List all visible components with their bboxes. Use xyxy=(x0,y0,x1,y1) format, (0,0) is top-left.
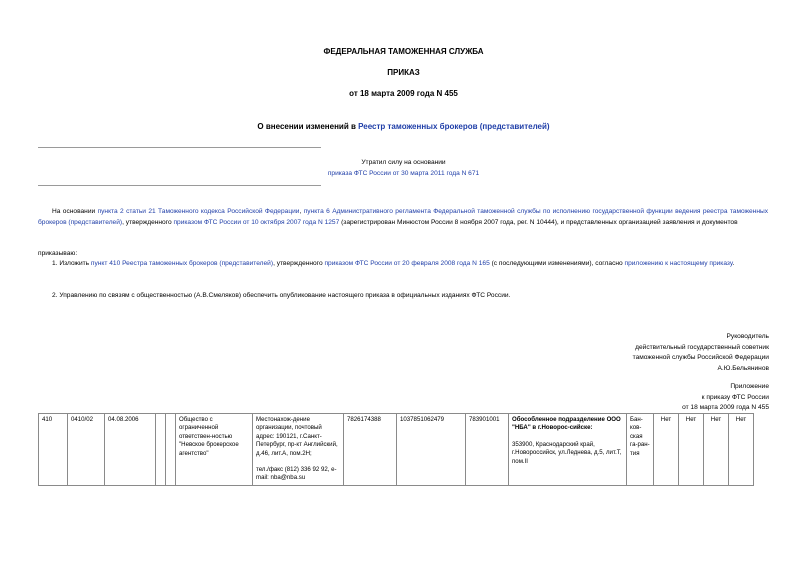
document-type: ПРИКАЗ xyxy=(387,68,420,77)
item1-text-4: . xyxy=(732,260,735,267)
branch-address: 353900, Краснодарский край, г.Новороссийск, ул.Леднева, д.5, лит.Т, пом.II xyxy=(512,440,622,465)
order-word: приказываю: xyxy=(38,250,78,257)
cell-inn: 7826174388 xyxy=(344,414,397,486)
customs-code-link[interactable]: пункта 2 статьи 21 Таможенного кодекса Российской Федерации xyxy=(97,208,300,215)
cell-no-3: Нет xyxy=(704,414,729,486)
signature-service: таможенной службы Российской Федерации xyxy=(632,354,769,361)
cell-empty-2 xyxy=(166,414,176,486)
preamble-text-3: , утвержденного xyxy=(122,218,174,226)
cell-no-4: Нет xyxy=(729,414,754,486)
branch-title: Обособленное подразделение ООО "НБА" в г.Новорос-сийске: xyxy=(512,416,621,432)
divider-top xyxy=(38,147,321,148)
item1-text-2: , утвержденного xyxy=(273,260,325,267)
agency-title: ФЕДЕРАЛЬНАЯ ТАМОЖЕННАЯ СЛУЖБА xyxy=(323,47,484,56)
signature-rank: действительный государственный советник xyxy=(635,343,769,351)
appendix-link[interactable]: приложению к настоящему приказу xyxy=(624,260,733,267)
preamble-paragraph xyxy=(38,207,768,228)
divider-bottom xyxy=(38,185,321,186)
cell-num: 410 xyxy=(39,414,68,486)
signature-block xyxy=(633,332,769,374)
title-prefix: О внесении изменений в xyxy=(257,122,359,131)
order-165-link[interactable]: приказом ФТС России от 20 февраля 2008 года N 165 xyxy=(324,260,490,267)
document-date: от 18 марта 2009 года N 455 xyxy=(349,89,458,98)
signature-name: А.Ю.Бельянинов xyxy=(717,364,769,372)
cell-no-2: Нет xyxy=(679,414,704,486)
appendix-date: от 18 марта 2009 года N 455 xyxy=(682,404,769,411)
title-registry-link[interactable]: Реестр таможенных брокеров (представителей) xyxy=(358,122,550,131)
cell-kpp: 783901001 xyxy=(466,414,509,486)
table-row xyxy=(39,414,754,486)
item-1-paragraph xyxy=(38,259,768,270)
order-1257-link[interactable]: приказом ФТС России от 10 октября 2007 года N 1257 xyxy=(173,218,340,226)
contacts-text: тел./факс (812) 336 92 92, e-mail: nba@nba.su xyxy=(256,466,337,482)
cell-location xyxy=(253,414,344,486)
status-link-wrap xyxy=(0,170,807,177)
appendix-block xyxy=(682,382,769,414)
item1-text-1: 1. Изложить xyxy=(52,260,91,267)
document-title xyxy=(0,122,807,131)
status-line: Утратил силу на основании xyxy=(361,159,446,166)
cell-ogrn: 1037851062479 xyxy=(397,414,466,486)
cell-date: 04.08.2006 xyxy=(105,414,156,486)
cell-org-name: Общество с ограниченной ответствен-ностью "Невское брокерское агентство" xyxy=(176,414,253,486)
preamble-text-4: (зарегистрирован Минюстом России 8 ноября 2007 года, рег. N 10444), и представленных организацией заявления и документов xyxy=(339,218,738,226)
cell-no-1: Нет xyxy=(654,414,679,486)
registry-table xyxy=(38,413,754,486)
preamble-text-2: , xyxy=(299,208,304,215)
regulation-link[interactable]: пункта 6 Административного регламента Федеральной таможенной службы по исполнению государственной функции ведения реестра таможенных брокеров (представителей) xyxy=(38,208,768,226)
cell-guarantee: Бан-ков-ская га-ран-тия xyxy=(627,414,654,486)
item1-text-3: (с последующими изменениями), согласно xyxy=(489,260,625,267)
cell-reg-no: 0410/02 xyxy=(68,414,105,486)
signature-position: Руководитель xyxy=(726,333,769,340)
appendix-title: Приложение xyxy=(730,383,769,390)
item-2-paragraph: 2. Управлению по связям с общественностью (А.В.Смеляков) обеспечить опубликование настоящего приказа в официальных изданиях ФТС России. xyxy=(52,292,511,299)
appendix-ref: к приказу ФТС России xyxy=(701,393,769,401)
registry-item-410-link[interactable]: пункт 410 Реестра таможенных брокеров (представителей) xyxy=(90,260,274,267)
cell-empty-1 xyxy=(156,414,166,486)
preamble-text-1: На основании xyxy=(52,208,98,215)
repeal-order-link[interactable]: приказа ФТС России от 30 марта 2011 года N 671 xyxy=(327,170,480,177)
cell-branch xyxy=(509,414,627,486)
location-text: Местонахож-дение организации, почтовый адрес: 190121, г.Санкт-Петербург, пр-кт Английский, д.46, лит.А, пом.2Н; xyxy=(256,416,338,457)
